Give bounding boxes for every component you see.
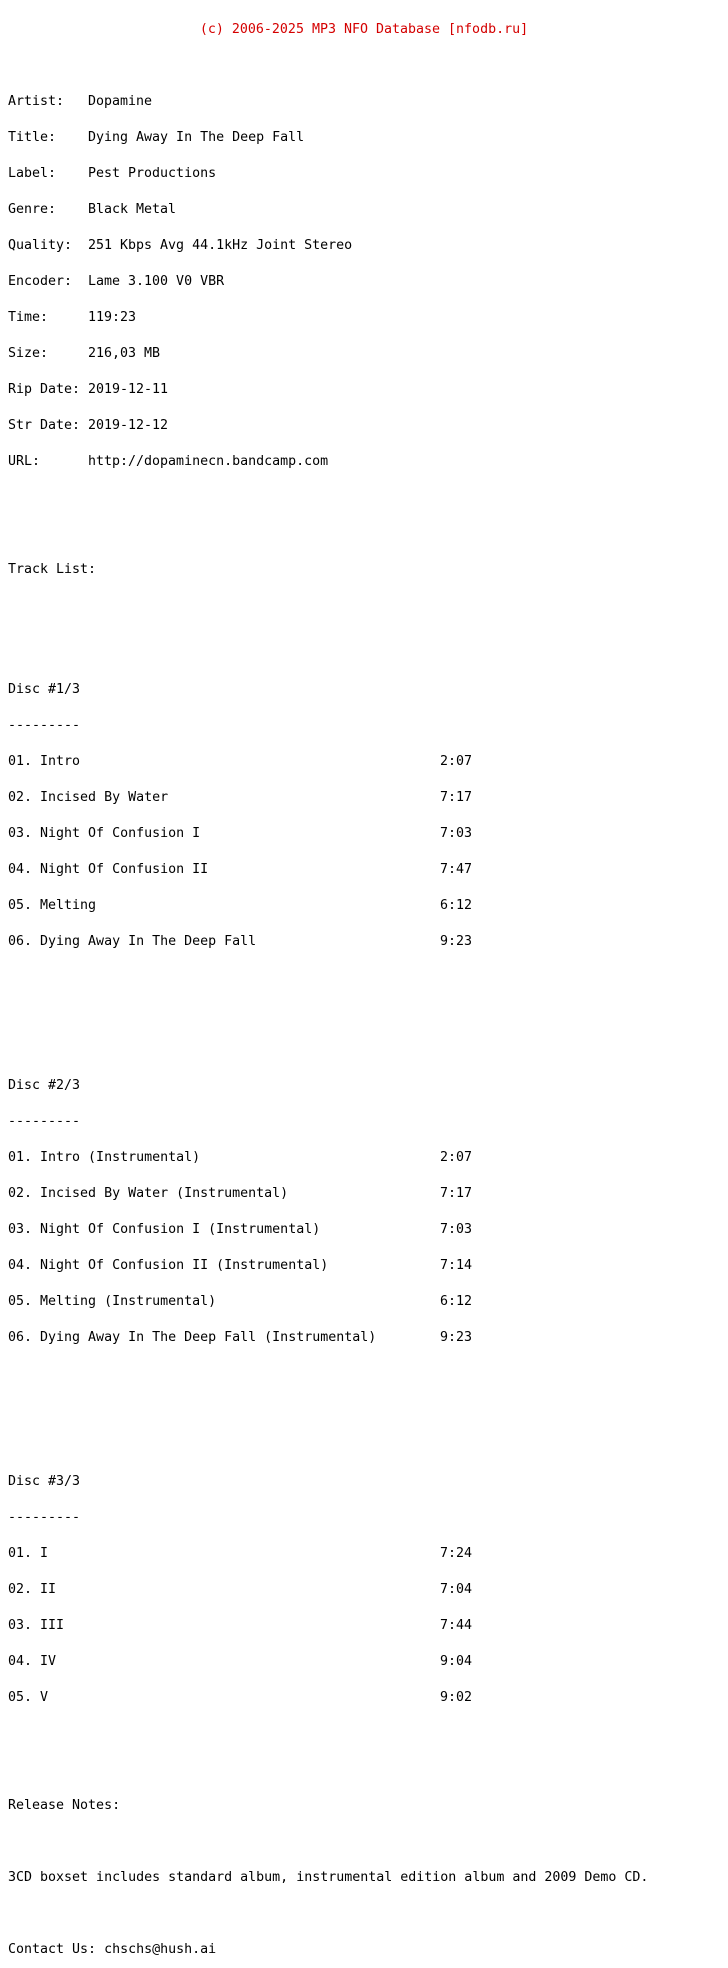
track-duration: 7:14 [440, 1258, 473, 1273]
track-duration: 9:23 [440, 934, 473, 949]
track-name: 06. Dying Away In The Deep Fall (Instrumental) [8, 1330, 377, 1345]
disc-3 [8, 1452, 720, 1728]
info-key: Label: [8, 166, 57, 181]
info-key: Genre: [8, 202, 57, 217]
info-quality [8, 240, 720, 252]
track-name: 04. IV [8, 1654, 57, 1669]
track-row [8, 1584, 720, 1596]
release-notes-heading: Release Notes: [8, 1798, 121, 1813]
track-row [8, 1296, 720, 1308]
info-value: 2019-12-12 [88, 418, 169, 433]
track-row [8, 792, 720, 804]
info-value: Pest Productions [88, 166, 217, 181]
disc-2 [8, 1056, 720, 1368]
copyright-line: (c) 2006-2025 MP3 NFO Database [nfodb.ru] [199, 22, 529, 37]
track-name: 05. Melting [8, 898, 97, 913]
track-duration: 6:12 [440, 898, 473, 913]
info-value: Lame 3.100 V0 VBR [88, 274, 225, 289]
info-key: Quality: [8, 238, 73, 253]
info-value: 216,03 MB [88, 346, 161, 361]
track-name: 01. Intro (Instrumental) [8, 1150, 201, 1165]
info-label [8, 168, 720, 180]
track-row [8, 828, 720, 840]
info-str-date [8, 420, 720, 432]
info-genre [8, 204, 720, 216]
track-row [8, 1620, 720, 1632]
track-duration: 7:17 [440, 1186, 473, 1201]
track-duration: 9:04 [440, 1654, 473, 1669]
nfo-document [8, 0, 720, 1968]
track-name: 02. Incised By Water (Instrumental) [8, 1186, 289, 1201]
info-key: Time: [8, 310, 49, 325]
info-encoder [8, 276, 720, 288]
disc-title: Disc #1/3 [8, 682, 81, 697]
tracklist-heading: Track List: [8, 562, 97, 577]
disc-underline: --------- [8, 1114, 81, 1129]
track-name: 01. Intro [8, 754, 81, 769]
track-row [8, 864, 720, 876]
track-name: 03. Night Of Confusion I (Instrumental) [8, 1222, 321, 1237]
track-row [8, 936, 720, 948]
info-value: http://dopaminecn.bandcamp.com [88, 454, 329, 469]
track-name: 04. Night Of Confusion II [8, 862, 209, 877]
track-duration: 7:44 [440, 1618, 473, 1633]
track-row [8, 1692, 720, 1704]
track-duration: 7:04 [440, 1582, 473, 1597]
info-rip-date [8, 384, 720, 396]
info-title [8, 132, 720, 144]
blank-line [8, 1392, 720, 1404]
track-row [8, 1188, 720, 1200]
blank-line [8, 1752, 720, 1764]
blank-line [8, 528, 720, 540]
track-name: 02. II [8, 1582, 57, 1597]
info-value: 2019-12-11 [88, 382, 169, 397]
info-key: Rip Date: [8, 382, 81, 397]
info-block [8, 72, 720, 492]
info-value: Dying Away In The Deep Fall [88, 130, 305, 145]
blank-line [8, 1908, 720, 1920]
disc-1 [8, 660, 720, 972]
disc-underline: --------- [8, 1510, 81, 1525]
blank-line [8, 600, 720, 612]
disc-title: Disc #2/3 [8, 1078, 81, 1093]
info-value: 119:23 [88, 310, 137, 325]
track-name: 03. III [8, 1618, 65, 1633]
track-row [8, 900, 720, 912]
track-name: 05. V [8, 1690, 49, 1705]
release-notes-text: 3CD boxset includes standard album, instrumental edition album and 2009 Demo CD. [8, 1870, 649, 1885]
track-name: 05. Melting (Instrumental) [8, 1294, 217, 1309]
info-value: Dopamine [88, 94, 153, 109]
track-duration: 7:03 [440, 826, 473, 841]
track-row [8, 1152, 720, 1164]
track-duration: 7:24 [440, 1546, 473, 1561]
track-duration: 2:07 [440, 1150, 473, 1165]
track-row [8, 1260, 720, 1272]
track-duration: 9:02 [440, 1690, 473, 1705]
track-duration: 6:12 [440, 1294, 473, 1309]
info-key: Title: [8, 130, 57, 145]
blank-line [8, 996, 720, 1008]
info-key: URL: [8, 454, 41, 469]
blank-line [8, 1836, 720, 1848]
track-row [8, 1332, 720, 1344]
contact-line: Contact Us: chschs@hush.ai [8, 1942, 217, 1957]
track-row [8, 1224, 720, 1236]
info-url [8, 456, 720, 468]
track-row [8, 1656, 720, 1668]
info-value: 251 Kbps Avg 44.1kHz Joint Stereo [88, 238, 353, 253]
info-artist [8, 96, 720, 108]
info-size [8, 348, 720, 360]
track-row [8, 756, 720, 768]
track-name: 06. Dying Away In The Deep Fall [8, 934, 257, 949]
info-value: Black Metal [88, 202, 177, 217]
track-duration: 7:03 [440, 1222, 473, 1237]
info-time [8, 312, 720, 324]
track-row [8, 1548, 720, 1560]
info-key: Artist: [8, 94, 65, 109]
track-duration: 7:47 [440, 862, 473, 877]
info-key: Size: [8, 346, 49, 361]
track-name: 01. I [8, 1546, 49, 1561]
track-duration: 2:07 [440, 754, 473, 769]
info-key: Encoder: [8, 274, 73, 289]
info-key: Str Date: [8, 418, 81, 433]
disc-underline: --------- [8, 718, 81, 733]
track-duration: 9:23 [440, 1330, 473, 1345]
track-name: 03. Night Of Confusion I [8, 826, 201, 841]
track-duration: 7:17 [440, 790, 473, 805]
disc-title: Disc #3/3 [8, 1474, 81, 1489]
track-name: 02. Incised By Water [8, 790, 169, 805]
track-name: 04. Night Of Confusion II (Instrumental) [8, 1258, 329, 1273]
